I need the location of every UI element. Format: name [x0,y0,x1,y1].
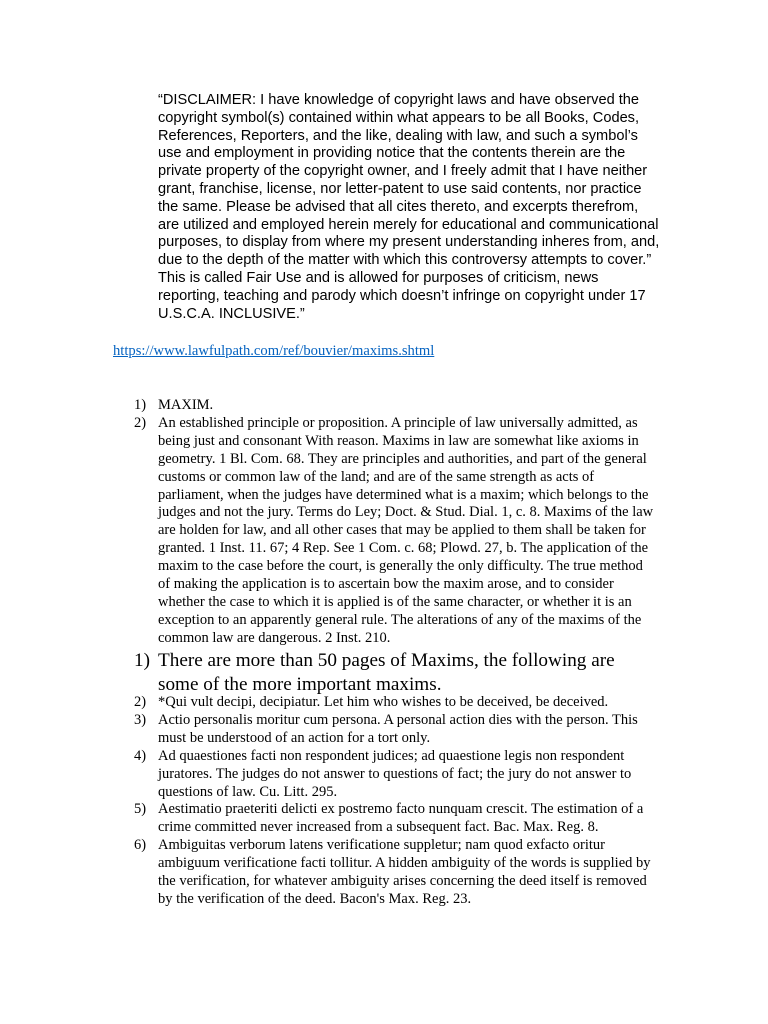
list-item [0,694,658,712]
list-item-text: Actio personalis moritur cum persona. A personal action dies with the person. This must be understood of an action for a tort only. [158,711,638,746]
list-number: 6) [134,837,147,854]
list-item [0,748,658,802]
list-number: 1) [134,650,150,671]
source-link[interactable]: https://www.lawfulpath.com/ref/bouvier/maxims.shtml [113,343,435,359]
list-item [0,649,658,697]
list-number: 3) [134,711,147,728]
list-number: 4) [134,747,147,764]
disclaimer-paragraph: “DISCLAIMER: I have knowledge of copyright laws and have observed the copyright symbol(s) contained within what appears to be all Books, Codes, References, Reporters, and the like, dealing with law, and such a symbol’s use and employment in providing notice that the contents therein are the private property of the copyright owner, and I freely admit that I have neither grant, franchise, license, nor letter-patent to use said contents, nor practice the same. Please be advised that all cites thereto, and excerpts therefrom, are utilized and employed herein merely for educational and communicational purposes, to display from where my present understanding inheres from, and, due to the depth of the matter with which this controversy attempts to cover.” This is called Fair Use and is allowed for purposes of criticism, news reporting, teaching and parody which doesn’t infringe on copyright under 17 U.S.C.A. INCLUSIVE.” [158,92,660,322]
list-item [0,801,658,837]
list-item [0,397,658,415]
list-item-text: Ad quaestiones facti non respondent judices; ad quaestione legis non respondent juratores. The judges do not answer to questions of fact; the jury do not answer to questions of law. Cu. Litt. 295. [158,747,632,800]
list-number: 2) [134,694,147,710]
list-item [0,712,658,748]
list-number: 5) [134,801,147,818]
list-item [0,415,658,648]
list-item-text: Ambiguitas verborum latens verificatione suppletur; nam quod exfacto oritur ambiguum verificatione facti tollitur. A hidden ambiguity of the words is supplied by the verification, for whatever ambiguity arises concerning the deed itself is removed by the verification of the deed. Bacon's Max. Reg. 23. [158,837,651,907]
list-item-text: MAXIM. [158,397,214,413]
list-item-text: There are more than 50 pages of Maxims, the following are some of the more important maxims. [158,650,615,695]
intro-list [0,649,658,697]
list-item [0,837,658,909]
list-number: 1) [134,397,147,413]
list-item-text: *Qui vult decipi, decipiatur. Let him who wishes to be deceived, be deceived. [158,694,609,710]
list-item-text: An established principle or proposition. A principle of law universally admitted, as being just and consonant With reason. Maxims in law are somewhat like axioms in geometry. 1 Bl. Com. 68. They are principles and authorities, and part of the general customs or common law of the land; and are of the same strength as acts of parliament, when the judges have determined what is a maxim; which belongs to the judges and not the jury. Terms do Ley; Doct. & Stud. Dial. 1, c. 8. Maxims of the law are holden for law, and all other cases that may be applied to them shall be taken for granted. 1 Inst. 11. 67; 4 Rep. See 1 Com. c. 68; Plowd. 27, b. The application of the maxim to the case before the court, is generally the only difficulty. The true method of making the application is to ascertain bow the maxim arose, and to consider whether the case to which it is applied is of the same character, or whether it is an exception to an apparently general rule. The alterations of any of the maxims of the common law are dangerous. 2 Inst. 210. [158,414,654,646]
list-number: 2) [134,414,147,431]
maxim-definition-list [0,397,658,648]
list-item-text: Aestimatio praeteriti delicti ex postremo facto nunquam crescit. The estimation of a crime committed never increased from a subsequent fact. Bac. Max. Reg. 8. [158,801,644,836]
maxims-list [0,694,658,909]
